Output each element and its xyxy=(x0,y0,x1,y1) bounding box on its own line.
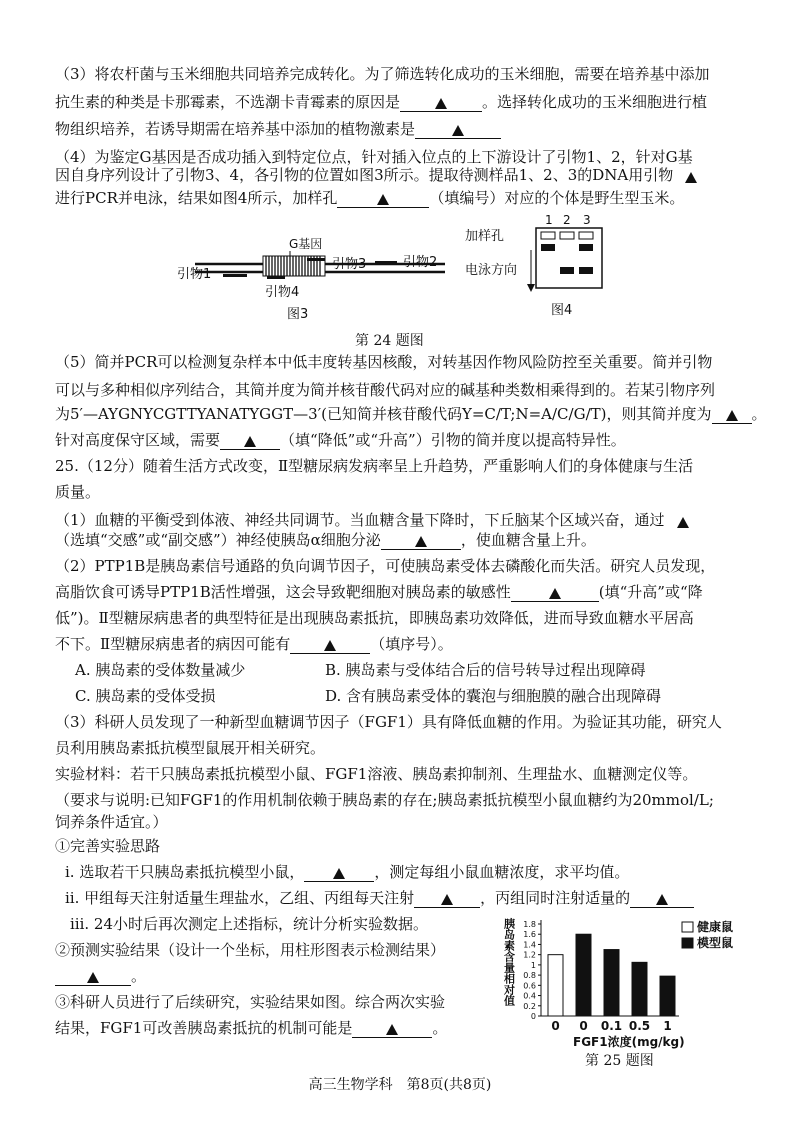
triangle-icon xyxy=(656,894,668,905)
q25-step1-i-text-b: ，测定每组小鼠血糖浓度，求平均值。 xyxy=(374,863,630,881)
y-tick-label: 1 xyxy=(530,960,536,970)
triangle-icon xyxy=(452,125,464,136)
option-d: D. 含有胰岛素受体的囊泡与细胞膜的融合出现障碍 xyxy=(325,687,662,705)
q25-p1-line1 xyxy=(55,510,701,530)
q25-p3-line1: （3）科研人员发现了一种新型血糖调节因子（FGF1）具有降低血糖的作用。为验证其功能，研究人 xyxy=(55,713,722,731)
answer-blank[interactable] xyxy=(673,167,709,185)
q24-p5-line1: （5）简并PCR可以检测复杂样本中低丰度转基因核酸，对转基因作物风险防控至关重要。简并引物 xyxy=(55,353,713,371)
x-tick-label: 0.5 xyxy=(628,1019,651,1033)
y-tick-label: 1.2 xyxy=(523,950,536,960)
primer4-label: 引物4 xyxy=(265,285,300,300)
q24-p5-line4-text-a: 针对高度保守区域，需要 xyxy=(55,431,221,449)
primer3-label: 引物3 xyxy=(332,257,367,272)
legend-model-swatch xyxy=(682,938,693,948)
well-3 xyxy=(579,232,593,239)
x-tick-label: 1 xyxy=(663,1019,672,1033)
answer-blank[interactable] xyxy=(381,531,461,550)
q24-p5-line3 xyxy=(55,404,767,424)
q25-p2-line4 xyxy=(55,634,453,654)
primer1-label: 引物1 xyxy=(177,267,212,282)
q24-p3-line2-text-b: 。选择转化成功的玉米细胞进行植 xyxy=(482,93,708,111)
primer2-bar xyxy=(375,261,397,264)
triangle-icon xyxy=(386,1024,398,1035)
q25-p2-line4-text-b: （填序号）。 xyxy=(370,635,453,653)
triangle-icon xyxy=(726,410,738,421)
option-c: C. 胰岛素的受体受损 xyxy=(75,687,216,705)
triangle-icon xyxy=(244,436,256,447)
q24-p5-line3-text-b: 。 xyxy=(751,405,767,423)
q25-step1-ii-text-a: ⅱ. 甲组每天注射适量生理盐水，乙组、丙组每天注射 xyxy=(65,889,415,907)
x-tick-label: 0 xyxy=(579,1019,588,1033)
answer-blank[interactable] xyxy=(55,967,131,986)
q25-requirements-line1: （要求与说明:已知FGF1的作用机制依赖于胰岛素的存在;胰岛素抵抗模型小鼠血糖约为20mmol/L; xyxy=(55,791,714,809)
band-lane3-upper xyxy=(579,244,593,251)
answer-blank[interactable] xyxy=(220,431,280,450)
chart-bars xyxy=(548,934,675,1016)
y-tick-label: 1.6 xyxy=(523,930,536,940)
q24-p3-line2 xyxy=(55,92,707,112)
triangle-icon xyxy=(333,868,345,879)
triangle-icon xyxy=(549,588,561,599)
answer-blank[interactable] xyxy=(290,635,370,654)
option-b: B. 胰岛素与受体结合后的信号转导过程出现障碍 xyxy=(325,661,646,679)
primer4-bar xyxy=(267,276,285,279)
answer-blank[interactable] xyxy=(712,405,752,424)
lane-2-label: 2 xyxy=(563,213,571,227)
bar-model xyxy=(576,934,591,1016)
triangle-icon xyxy=(685,172,697,183)
q24-p3-line2-text-a: 抗生素的种类是卡那霉素，不选潮卡青霉素的原因是 xyxy=(55,93,401,111)
q25-requirements-line2: 饲养条件适宜。） xyxy=(55,813,168,831)
q24-p4-line2-text: 因自身序列设计了引物3、4，各引物的位置如图3所示。提取待测样品1、2、3的DNA用引物 xyxy=(55,166,674,184)
chart-x-axis-label: FGF1浓度(mg/kg) xyxy=(573,1035,685,1049)
q25-step3-line2 xyxy=(55,1018,447,1038)
q25-p1-line2 xyxy=(55,530,596,550)
lane-3-label: 3 xyxy=(583,213,591,227)
q25-p1-line2-text-a: （选填“交感”或“副交感”）神经使胰岛α细胞分泌 xyxy=(55,531,381,549)
band-lane2-lower xyxy=(560,267,574,274)
y-tick-label: 0.8 xyxy=(523,971,536,981)
legend-healthy-swatch xyxy=(682,922,693,932)
q24-p4-line1: （4）为鉴定G基因是否成功插入到特定位点，针对插入位点的上下游设计了引物1、2，针对G基 xyxy=(55,148,693,166)
well-1 xyxy=(541,232,555,239)
primer3-bar xyxy=(307,258,325,261)
x-tick-label: 0 xyxy=(551,1019,560,1033)
y-tick-label: 0 xyxy=(530,1012,536,1021)
q25-materials: 实验材料：若干只胰岛素抵抗模型小鼠、FGF1溶液、胰岛素抑制剂、生理盐水、血糖测定仪等。 xyxy=(55,765,698,783)
q24-p5-line4 xyxy=(55,430,626,450)
q25-step2-end: 。 xyxy=(131,967,147,985)
q25-p2-line2-text-a: 高脂饮食可诱导PTP1B活性增强，这会导致靶细胞对胰岛素的敏感性 xyxy=(55,583,511,601)
q25-title-line2: 质量。 xyxy=(55,483,101,501)
figure-4-gel xyxy=(465,210,605,322)
triangle-icon xyxy=(324,640,336,651)
q25-step1-iii: ⅲ. 24小时后再次测定上述指标，统计分析实验数据。 xyxy=(70,915,429,933)
q24-p4-line3 xyxy=(55,188,684,208)
answer-blank[interactable] xyxy=(400,93,482,112)
chart-y-ticks xyxy=(523,920,541,1021)
q24-p4-line2 xyxy=(55,165,709,185)
q24-p5-line2: 可以与多种相似序列结合，其简并度为简并核苷酸代码对应的碱基种类数相乘得到的。若某引物序列 xyxy=(55,381,716,399)
well-2 xyxy=(560,232,574,239)
y-tick-label: 1.8 xyxy=(523,920,536,929)
bar-healthy xyxy=(548,955,563,1016)
g-gene-label: G基因 xyxy=(289,237,323,251)
q25-figure-caption: 第 25 题图 xyxy=(585,1053,654,1069)
page-footer: 高三生物学科 第8页(共8页) xyxy=(308,1077,492,1093)
x-tick-label: 0.1 xyxy=(600,1019,623,1033)
chart-y-axis-label: 胰岛素含量相对值 xyxy=(502,918,516,1006)
triangle-icon xyxy=(87,972,99,983)
figure4-caption: 图4 xyxy=(551,303,573,318)
direction-arrow-icon xyxy=(527,284,535,292)
q25-p2-line4-text-a: 不下。Ⅱ型糖尿病患者的病因可能有 xyxy=(55,635,291,653)
y-tick-label: 1.4 xyxy=(523,940,536,950)
triangle-icon xyxy=(377,194,389,205)
q25-p3-line2: 员利用胰岛素抵抗模型鼠展开相关研究。 xyxy=(55,739,326,757)
y-tick-label: 0.4 xyxy=(523,991,536,1001)
q24-p4-line3-text-b: （填编号）对应的个体是野生型玉米。 xyxy=(429,189,685,207)
q24-p4-line3-text-a: 进行PCR并电泳，结果如图4所示，加样孔 xyxy=(55,189,338,207)
y-tick-label: 0.6 xyxy=(523,981,536,991)
chart-x-ticks xyxy=(551,1019,671,1033)
q25-step1-heading: ①完善实验思路 xyxy=(55,837,161,855)
triangle-icon xyxy=(677,517,689,528)
primer1-bar xyxy=(223,274,247,277)
band-lane3-lower xyxy=(579,267,593,274)
figure-3-primer-diagram xyxy=(175,228,455,324)
answer-blank[interactable] xyxy=(304,863,374,882)
primer2-label: 引物2 xyxy=(403,255,438,270)
band-lane1-upper xyxy=(541,244,555,251)
triangle-icon xyxy=(415,536,427,547)
q24-p5-line3-text-a: 为5′—AYGNYCGTTYANATYGGT—3′(已知简并核苷酸代码Y=C/T;N=A/C/G/T)，则其简并度为 xyxy=(55,405,712,423)
bar-model xyxy=(604,950,619,1016)
bar-model xyxy=(660,976,675,1016)
answer-blank[interactable] xyxy=(352,1019,432,1038)
answer-blank[interactable] xyxy=(665,512,701,530)
q24-p3-line3-text: 物组织培养，若诱导期需在培养基中添加的植物激素是 xyxy=(55,120,416,138)
q25-step2: ②预测实验结果（设计一个坐标，用柱形图表示检测结果） xyxy=(55,941,446,959)
q25-step1-i-text-a: ⅰ. 选取若干只胰岛素抵抗模型小鼠， xyxy=(65,863,305,881)
q25-p2-line2-text-b: (填“升高”或“降 xyxy=(598,583,703,601)
q25-p2-line2 xyxy=(55,582,703,602)
insulin-bar-chart xyxy=(495,912,755,1052)
q24-p3-line3 xyxy=(55,119,501,139)
q25-step3-line1: ③科研人员进行了后续研究，实验结果如图。综合两次实验 xyxy=(55,993,446,1011)
q25-step3-line2-text-a: 结果，FGF1可改善胰岛素抵抗的机制可能是 xyxy=(55,1019,353,1037)
answer-blank[interactable] xyxy=(337,189,429,208)
y-tick-label: 0.2 xyxy=(523,1001,536,1011)
legend-model-label: 模型鼠 xyxy=(697,936,734,950)
q24-p3-line1: （3）将农杆菌与玉米细胞共同培养完成转化。为了筛选转化成功的玉米细胞，需要在培养基中添加 xyxy=(55,65,710,83)
q24-p5-line4-text-b: （填“降低”或“升高”）引物的简并度以提高特异性。 xyxy=(280,431,626,449)
triangle-icon xyxy=(435,98,447,109)
q25-step1-ii-text-b: ，丙组同时注射适量的 xyxy=(480,889,631,907)
q25-p2-line3: 低”)。Ⅱ型糖尿病患者的典型特征是出现胰岛素抵抗，即胰岛素功效降低，进而导致血糖水平居高 xyxy=(55,609,694,627)
answer-blank[interactable] xyxy=(414,889,480,908)
answer-blank[interactable] xyxy=(415,120,501,139)
answer-blank[interactable] xyxy=(511,583,599,602)
q25-p1-line1-text: （1）血糖的平衡受到体液、神经共同调节。当血糖含量下降时，下丘脑某个区域兴奋，通过 xyxy=(55,511,665,529)
option-a: A. 胰岛素的受体数量减少 xyxy=(75,661,246,679)
bar-model xyxy=(632,962,647,1016)
figure3-caption: 图3 xyxy=(287,307,309,322)
direction-label: 电泳方向 xyxy=(465,263,518,278)
q25-step1-i xyxy=(65,862,629,882)
q25-p2-line1: （2）PTP1B是胰岛素信号通路的负向调节因子，可使胰岛素受体去磷酸化而失活。研究人员发现， xyxy=(55,557,716,575)
q25-step3-line2-text-b: 。 xyxy=(432,1019,448,1037)
q25-title-line1: 25.（12分）随着生活方式改变，Ⅱ型糖尿病发病率呈上升趋势，严重影响人们的身体健康与生活 xyxy=(55,457,694,475)
triangle-icon xyxy=(441,894,453,905)
legend-healthy-label: 健康鼠 xyxy=(697,920,734,934)
well-label: 加样孔 xyxy=(465,229,505,244)
lane-1-label: 1 xyxy=(545,213,553,227)
q25-step2-answer xyxy=(55,966,146,986)
q24-figure-caption: 第 24 题图 xyxy=(355,333,424,349)
chart-legend xyxy=(682,919,733,950)
q25-step1-ii xyxy=(65,888,694,908)
q25-p1-line2-text-b: ，使血糖含量上升。 xyxy=(460,531,596,549)
answer-blank[interactable] xyxy=(630,889,694,908)
